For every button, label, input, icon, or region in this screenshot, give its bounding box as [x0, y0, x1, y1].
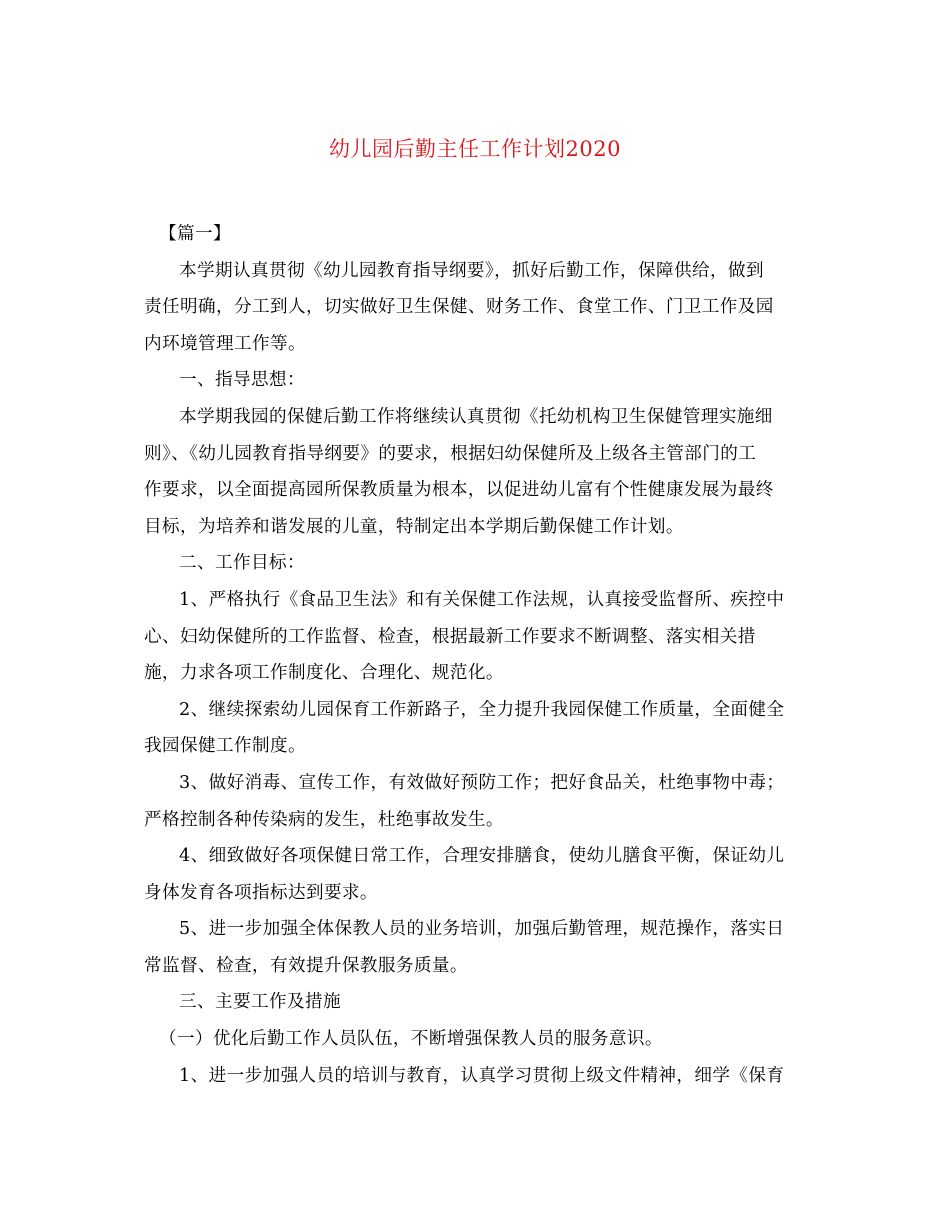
list-item-line: 3、做好消毒、宣传工作，有效做好预防工作；把好食品关，杜绝事物中毒； [179, 772, 785, 793]
section-label: 【篇一】 [159, 224, 231, 244]
list-item-line: 5、进一步加强全体保教人员的业务培训，加强后勤管理，规范操作，落实日 [179, 919, 785, 940]
section-heading: 二、工作目标： [179, 553, 305, 574]
paragraph-line: 本学期我园的保健后勤工作将继续认真贯彻《托幼机构卫生保健管理实施细 [179, 406, 773, 427]
list-item-line: 常监督、检查，有效提升保教服务质量。 [144, 955, 468, 976]
section-heading: 三、主要工作及措施 [179, 992, 341, 1013]
list-item-line: 1、进一步加强人员的培训与教育，认真学习贯彻上级文件精神，细学《保育 [179, 1065, 785, 1086]
list-item-line: 1、严格执行《食品卫生法》和有关保健工作法规，认真接受监督所、疾控中 [179, 589, 785, 610]
list-item-line: 2、继续探索幼儿园保育工作新路子，全力提升我园保健工作质量，全面健全 [179, 699, 785, 720]
list-item-line: 身体发育各项指标达到要求。 [144, 882, 378, 903]
paragraph-line: 责任明确，分工到人，切实做好卫生保健、财务工作、食堂工作、门卫工作及园 [144, 297, 774, 318]
paragraph-line: 本学期认真贯彻《幼儿园教育指导纲要》，抓好后勤工作，保障供给，做到 [179, 260, 764, 281]
section-heading: 一、指导思想： [179, 370, 305, 391]
list-item-line: 施，力求各项工作制度化、合理化、规范化。 [144, 663, 504, 684]
subsection-heading: （一）优化后勤工作人员队伍，不断增强保教人员的服务意识。 [159, 1029, 663, 1050]
list-item-line: 我园保健工作制度。 [144, 736, 306, 757]
list-item-line: 心、妇幼保健所的工作监督、检查，根据最新工作要求不断调整、落实相关措 [144, 626, 756, 647]
document-body [144, 216, 808, 1094]
list-item-line: 4、细致做好各项保健日常工作，合理安排膳食，使幼儿膳食平衡，保证幼儿 [179, 846, 785, 867]
paragraph-line: 作要求，以全面提高园所保教质量为根本，以促进幼儿富有个性健康发展为最终 [144, 480, 774, 501]
paragraph-line: 内环境管理工作等。 [144, 333, 306, 354]
paragraph-line: 目标，为培养和谐发展的儿童，特制定出本学期后勤保健工作计划。 [144, 516, 684, 537]
paragraph-line: 则》、《幼儿园教育指导纲要》的要求，根据妇幼保健所及上级各主管部门的工 [144, 443, 757, 464]
document-title: 幼儿园后勤主任工作计划2020 [329, 137, 621, 161]
list-item-line: 严格控制各种传染病的发生，杜绝事故发生。 [144, 809, 504, 830]
